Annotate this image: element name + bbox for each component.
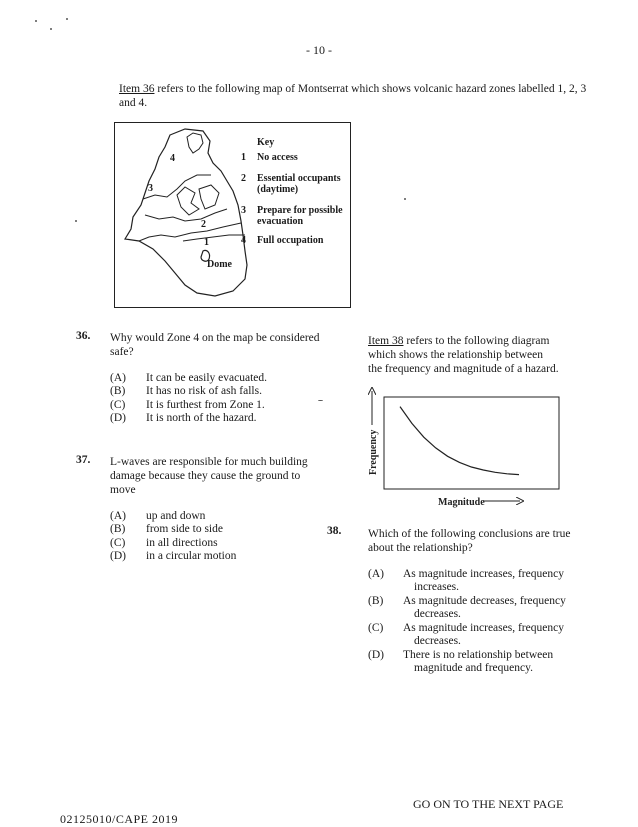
item38-intro-line1 [368,334,568,348]
q37-option-c[interactable] [110,536,310,550]
option-text: As magnitude increases, frequency [403,568,564,580]
option-letter: (C) [368,622,384,634]
option-text: It can be easily evacuated. [146,372,268,384]
q38-option-b[interactable] [368,594,573,622]
zone-label-3: 3 [148,183,153,194]
option-letter: (B) [368,595,384,607]
map-key-num-1: 1 [241,152,246,163]
q38-stem-line1: Which of the following conclusions are true [368,528,571,540]
option-text: As magnitude increases, frequency [403,622,564,634]
q37-option-d[interactable] [110,549,310,563]
page-number: - 10 - [306,43,332,57]
q37-stem-line2: damage because they cause the ground to [110,470,301,482]
option-letter: (D) [110,550,126,562]
q37-number: 37. [76,454,91,466]
footer-next-page: GO ON TO THE NEXT PAGE [413,797,564,811]
q37-stem-line1: L-waves are responsible for much building [110,456,308,468]
chart-svg [360,385,570,515]
q36-number: 36. [76,330,91,342]
option-letter: (A) [368,568,384,580]
zone-label-1: 1 [204,237,209,248]
item38-ref: Item 38 [368,335,404,347]
option-text: There is no relationship between [403,649,554,661]
q36-option-b[interactable] [110,384,320,398]
zone-boundary-3-2 [145,209,227,221]
scan-speck [75,220,77,222]
map-key-num-3: 3 [241,205,246,216]
map-key-text-3a: Prepare for possible [257,205,343,216]
item38-intro-line2: which shows the relationship between [368,349,544,361]
option-text-cont: decreases. [414,608,461,620]
option-text: from side to side [146,523,223,535]
item38-intro-text: refers to the following diagram [403,335,550,347]
zone-label-4: 4 [170,153,175,164]
q36-option-c[interactable] [110,398,320,412]
zone-2-inner-shape [177,187,199,215]
option-letter: (C) [110,399,126,411]
scan-speck [66,18,68,20]
option-text: up and down [146,510,206,522]
option-text: It is north of the hazard. [146,412,257,424]
map-key-num-2: 2 [241,173,246,184]
map-key-text-2b: (daytime) [257,184,299,195]
q38-option-c[interactable] [368,621,573,649]
y-axis-label: Frequency [368,429,379,475]
option-text: As magnitude decreases, frequency [403,595,566,607]
q36-option-a[interactable] [110,371,320,385]
scan-speck [50,28,52,30]
q38-option-a[interactable] [368,567,573,595]
option-text-cont: increases. [414,581,460,593]
q38-number: 38. [327,525,342,537]
zone-label-2: 2 [201,219,206,230]
x-axis-label: Magnitude [438,497,485,508]
map-key-text-2a: Essential occupants [257,173,341,184]
option-letter: (A) [110,510,126,522]
option-text: It has no risk of ash falls. [146,385,262,397]
item36-intro-text: refers to the following map of Montserrat which shows volcanic hazard zones labelled 1, 2, 3 [154,83,587,95]
footer-code: 02125010/CAPE 2019 [60,812,179,826]
map-key-text-3b: evacuation [257,216,304,227]
item36-ref: Item 36 [119,83,155,95]
option-letter: (C) [110,537,126,549]
option-text: in all directions [146,537,218,549]
q37-option-a[interactable] [110,509,310,523]
option-text: It is furthest from Zone 1. [146,399,265,411]
q37-option-b[interactable] [110,522,310,536]
item36-intro [119,82,599,96]
dome-label: Dome [207,259,232,270]
q38-option-d[interactable] [368,648,573,676]
zone-boundary-1 [183,235,245,241]
q37-stem-line3: move [110,484,136,496]
chart-frame [384,397,559,489]
zone-2-inner-shape [199,185,219,209]
option-letter: (B) [110,523,126,535]
scan-speck [404,198,406,200]
map-key-text-1: No access [257,152,298,163]
map-inner-detail [187,133,203,153]
q38-stem-line2: about the relationship? [368,542,473,554]
scan-speck [35,20,37,22]
option-letter: (D) [368,649,384,661]
map-key-title: Key [257,137,275,148]
map-key-num-4: 4 [241,235,246,246]
option-text-cont: magnitude and frequency. [414,662,533,674]
zone-boundary-2-1 [139,223,241,241]
item36-intro-line2: and 4. [119,97,148,109]
q36-option-d[interactable] [110,411,320,425]
item38-intro-line3: the frequency and magnitude of a hazard. [368,363,559,375]
chart-series-line [400,407,519,475]
q36-stem-line2: safe? [110,346,134,358]
option-text: in a circular motion [146,550,237,562]
option-text-cont: decreases. [414,635,461,647]
option-letter: (A) [110,372,126,384]
frequency-magnitude-chart [360,385,570,515]
option-letter: (B) [110,385,126,397]
montserrat-map-figure [114,122,351,308]
q36-stem-line1: Why would Zone 4 on the map be considered [110,332,320,344]
map-key-text-4: Full occupation [257,235,324,246]
option-letter: (D) [110,412,126,424]
